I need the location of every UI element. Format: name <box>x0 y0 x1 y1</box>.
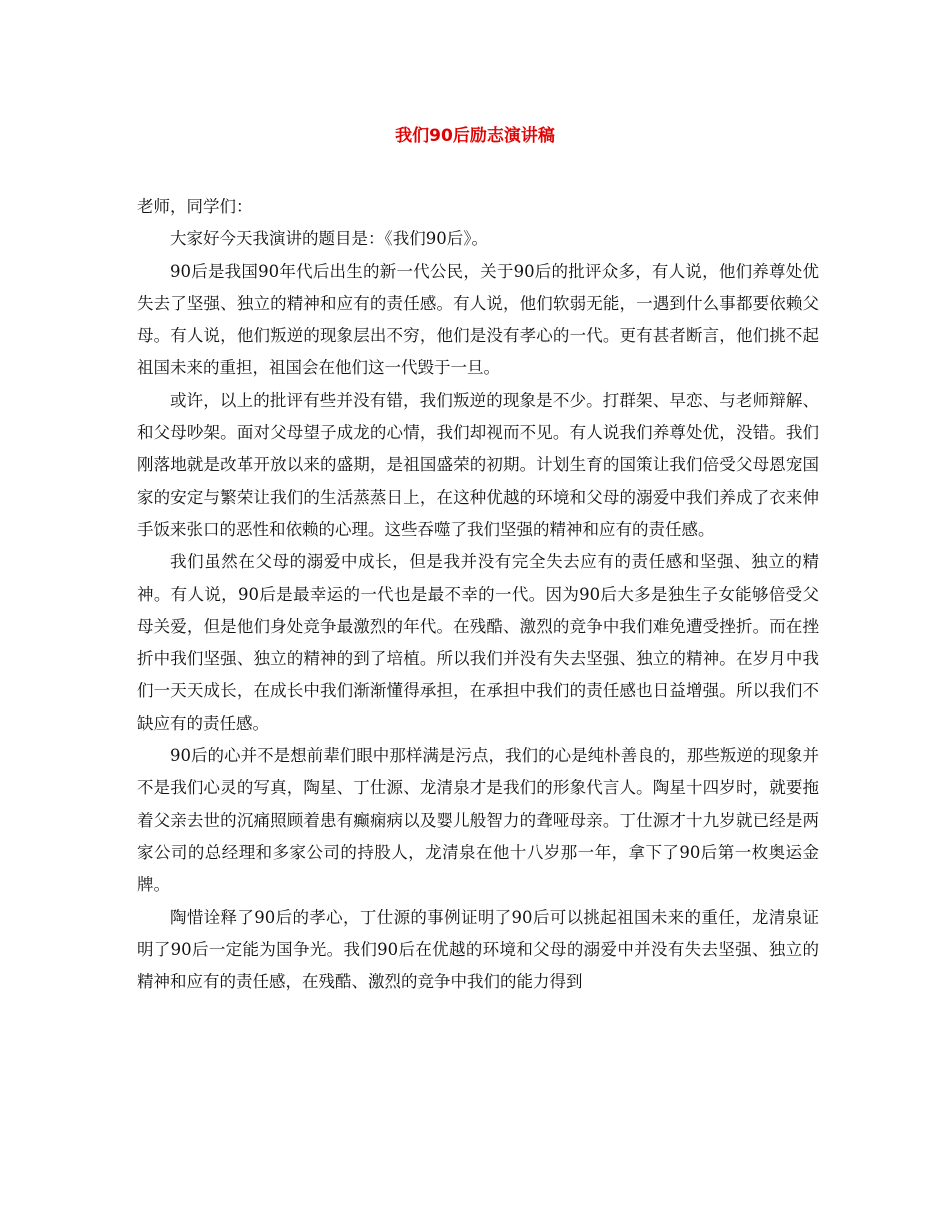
salutation: 老师，同学们： <box>137 197 253 216</box>
paragraph-3: 或许，以上的批评有些并没有错，我们叛逆的现象是不少。打群架、早恋、与老师辩解、和父母吵架。面对父母望子成龙的心情，我们却视而不见。有人说我们养尊处优，没错。我们刚落地就是改革开放以来的盛期，是祖国盛荣的初期。计划生育的国策让我们倍受父母恩宠国家的安定与繁荣让我们的生活蒸蒸日上，在这种优越的环境和父母的溺爱中我们养成了衣来伸手饭来张口的恶性和依赖的心理。这些吞噬了我们坚强的精神和应有的责任感。 <box>137 390 819 539</box>
document-body <box>137 191 819 998</box>
paragraph-2: 90后是我国90年代后出生的新一代公民，关于90后的批评众多，有人说，他们养尊处优失去了坚强、独立的精神和应有的责任感。有人说，他们软弱无能，一遇到什么事都要依赖父母。有人说，他们叛逆的现象层出不穷，他们是没有孝心的一代。更有甚者断言，他们挑不起祖国未来的重担，祖国会在他们这一代毁于一旦。 <box>137 261 819 378</box>
paragraph-6: 陶惜诠释了90后的孝心，丁仕源的事例证明了90后可以挑起祖国未来的重任，龙清泉证明了90后一定能为国争光。我们90后在优越的环境和父母的溺爱中并没有失去坚强、独立的精神和应有的责任感，在残酷、激烈的竞争中我们的能力得到 <box>137 907 819 992</box>
document-title: 我们90后励志演讲稿 <box>395 126 555 146</box>
paragraph-1: 大家好今天我演讲的题目是：《我们90后》。 <box>170 229 488 249</box>
paragraph-5: 90后的心并不是想前辈们眼中那样满是污点，我们的心是纯朴善良的，那些叛逆的现象并不是我们心灵的写真，陶星、丁仕源、龙清泉才是我们的形象代言人。陶星十四岁时，就要拖着父亲去世的沉痛照顾着患有癫痫病以及婴儿般智力的聋哑母亲。丁仕源才十九岁就已经是两家公司的总经理和多家公司的持股人，龙清泉在他十八岁那一年，拿下了90后第一枚奥运金牌。 <box>137 746 819 895</box>
paragraph-4: 我们虽然在父母的溺爱中成长，但是我并没有完全失去应有的责任感和坚强、独立的精神。有人说，90后是最幸运的一代也是最不幸的一代。因为90后大多是独生子女能够倍受父母关爱，但是他们身处竞争最激烈的年代。在残酷、激烈的竞争中我们难免遭受挫折。而在挫折中我们坚强、独立的精神的到了培植。所以我们并没有失去坚强、独立的精神。在岁月中我们一天天成长，在成长中我们渐渐懂得承担，在承担中我们的责任感也日益增强。所以我们不缺应有的责任感。 <box>137 552 819 733</box>
